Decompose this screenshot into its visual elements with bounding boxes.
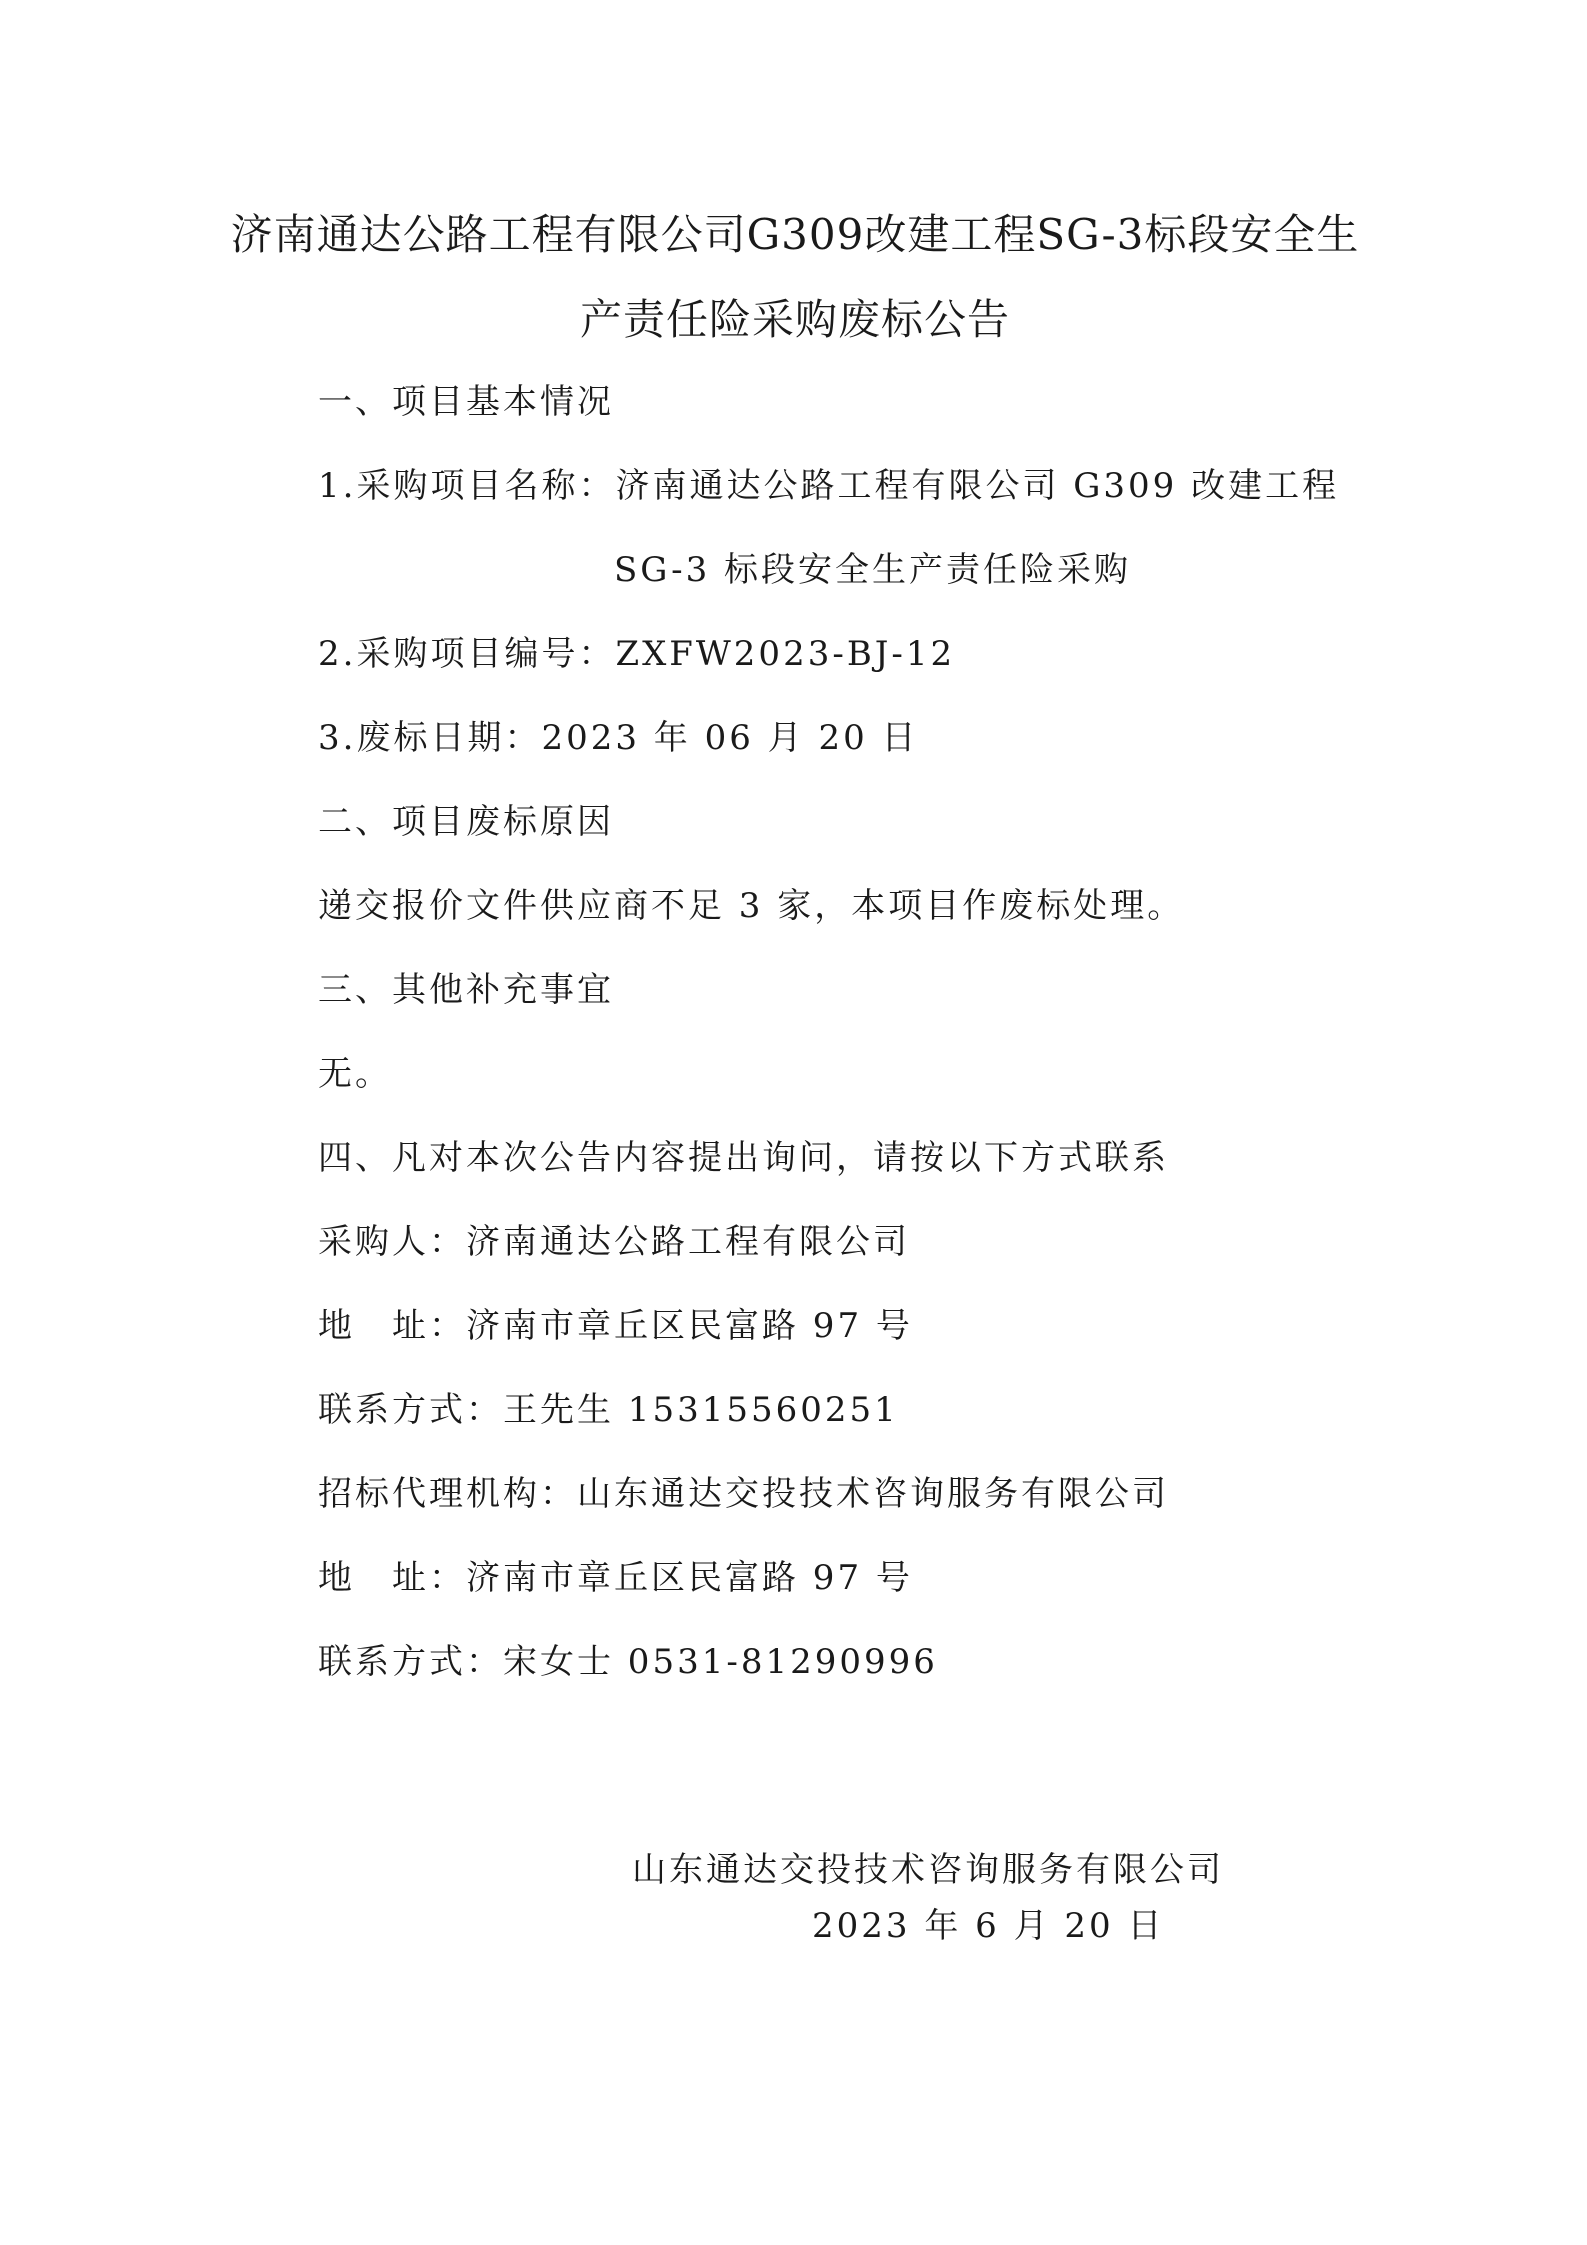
purchaser-contact: 联系方式：王先生 15315560251 [318,1390,899,1430]
section-2-heading: 二、项目废标原因 [318,802,614,842]
agency-name: 招标代理机构：山东通达交投技术咨询服务有限公司 [318,1474,1169,1514]
document-title-line-1: 济南通达公路工程有限公司G309改建工程SG-3标段安全生 [230,210,1360,259]
section-2-body: 递交报价文件供应商不足 3 家，本项目作废标处理。 [318,886,1185,926]
agency-contact: 联系方式：宋女士 0531-81290996 [318,1642,938,1682]
section-3-body: 无。 [318,1054,392,1094]
item-2-project-number: 2.采购项目编号：ZXFW2023-BJ-12 [318,634,956,674]
document-title-line-2: 产责任险采购废标公告 [579,295,1010,344]
item-1-project-name: 1.采购项目名称：济南通达公路工程有限公司 G309 改建工程 [318,466,1340,506]
agency-address: 地 址：济南市章丘区民富路 97 号 [318,1558,913,1598]
section-4-heading: 四、凡对本次公告内容提出询问，请按以下方式联系 [318,1138,1169,1178]
section-1-heading: 一、项目基本情况 [318,382,614,422]
purchaser-name: 采购人：济南通达公路工程有限公司 [318,1222,910,1262]
item-3-abandon-date: 3.废标日期：2023 年 06 月 20 日 [318,718,919,758]
section-3-heading: 三、其他补充事宜 [318,970,614,1010]
signature-organization: 山东通达交投技术咨询服务有限公司 [632,1850,1224,1890]
item-1-project-name-continuation: SG-3 标段安全生产责任险采购 [614,550,1132,590]
purchaser-address: 地 址：济南市章丘区民富路 97 号 [318,1306,913,1346]
signature-date: 2023 年 6 月 20 日 [812,1906,1165,1946]
